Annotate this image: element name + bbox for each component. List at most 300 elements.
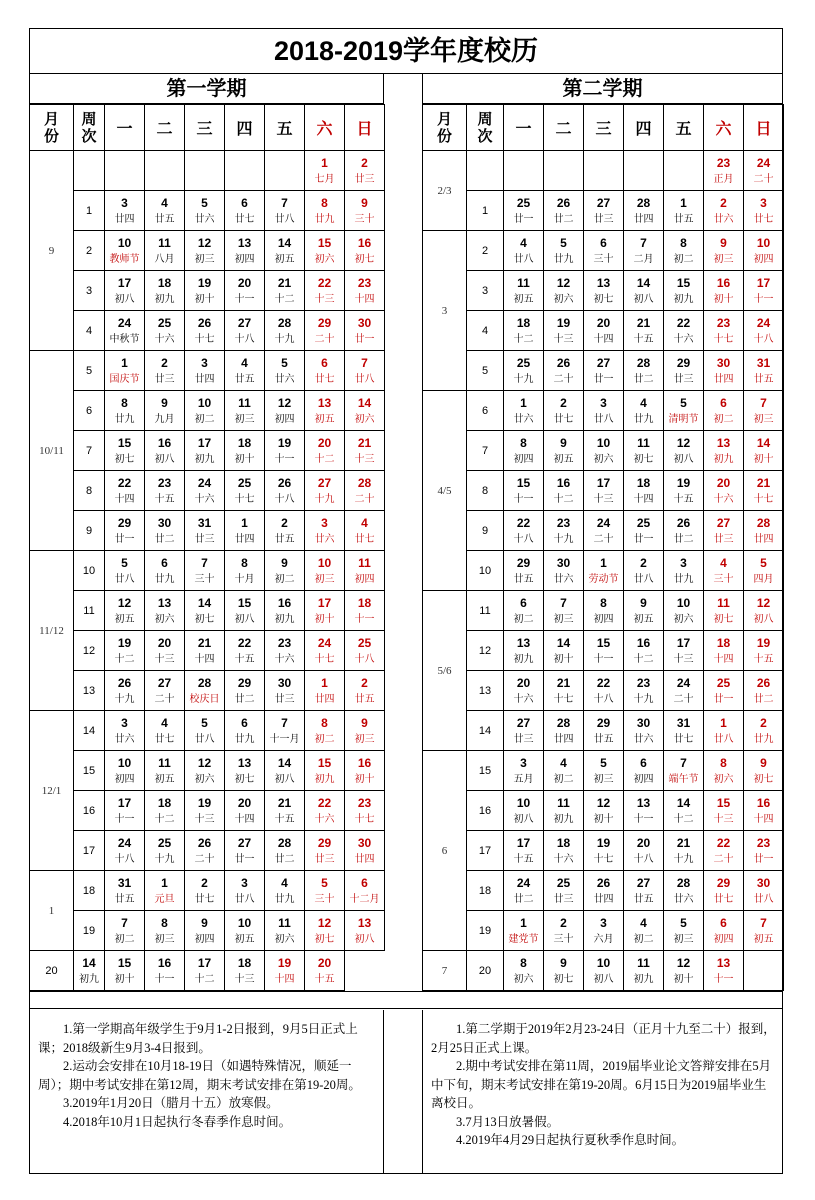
day-cell xyxy=(704,911,744,951)
day-cell xyxy=(265,151,305,191)
solar-date: 1 xyxy=(321,155,328,170)
lunar-date: 初三 xyxy=(194,253,215,265)
solar-date: 25 xyxy=(716,675,731,690)
solar-date: 13 xyxy=(596,275,611,290)
lunar-date: 廿二 xyxy=(753,693,774,705)
lunar-date: 十一 xyxy=(513,493,534,505)
solar-date: 22 xyxy=(716,835,731,850)
lunar-date: 廿六 xyxy=(194,213,215,225)
lunar-date: 廿三 xyxy=(593,213,614,225)
calendar-table xyxy=(422,104,784,991)
week-row xyxy=(30,591,385,631)
day-cell xyxy=(624,871,664,911)
solar-date: 10 xyxy=(596,955,611,970)
solar-date: 6 xyxy=(640,755,647,770)
solar-date: 24 xyxy=(516,875,531,890)
lunar-date: 初六 xyxy=(553,293,574,305)
semester-title: 第二学期 xyxy=(422,74,783,104)
day-cell xyxy=(225,471,265,511)
solar-date: 27 xyxy=(596,195,611,210)
week-number: 1 xyxy=(467,191,504,231)
solar-date: 1 xyxy=(720,715,727,730)
solar-date: 17 xyxy=(117,795,132,810)
solar-date: 8 xyxy=(600,595,607,610)
day-cell xyxy=(185,311,225,351)
lunar-date: 二十 xyxy=(593,533,614,545)
day-cell xyxy=(544,231,584,271)
solar-date: 28 xyxy=(277,835,292,850)
header-cell: 五 xyxy=(664,105,704,151)
solar-date: 31 xyxy=(197,515,212,530)
header-char: 次 xyxy=(81,127,97,145)
lunar-date: 初七 xyxy=(753,773,774,785)
solar-date: 5 xyxy=(201,715,208,730)
week-number: 11 xyxy=(467,591,504,631)
lunar-date: 十六 xyxy=(713,493,734,505)
solar-date: 14 xyxy=(197,595,212,610)
day-cell xyxy=(544,631,584,671)
lunar-date: 初八 xyxy=(114,293,135,305)
week-row xyxy=(423,871,784,911)
day-cell xyxy=(225,231,265,271)
solar-date: 13 xyxy=(716,435,731,450)
week-row xyxy=(423,311,784,351)
solar-date: 29 xyxy=(716,875,731,890)
day-cell xyxy=(185,551,225,591)
day-cell xyxy=(145,431,185,471)
lunar-date: 十七 xyxy=(194,333,215,345)
day-cell xyxy=(744,391,784,431)
day-cell xyxy=(225,911,265,951)
lunar-date: 廿五 xyxy=(114,893,135,905)
solar-date: 18 xyxy=(357,595,372,610)
week-row xyxy=(30,191,385,231)
lunar-date: 十七 xyxy=(354,813,375,825)
lunar-date: 初九 xyxy=(673,293,694,305)
solar-date: 9 xyxy=(720,235,727,250)
day-cell xyxy=(185,591,225,631)
lunar-date: 初七 xyxy=(114,453,135,465)
day-cell xyxy=(225,751,265,791)
day-cell xyxy=(305,191,345,231)
day-cell xyxy=(744,191,784,231)
lunar-date: 廿三 xyxy=(553,893,574,905)
solar-date: 3 xyxy=(760,195,767,210)
solar-date: 28 xyxy=(357,475,372,490)
solar-date: 18 xyxy=(556,835,571,850)
solar-date: 2 xyxy=(760,715,767,730)
lunar-date: 十一月 xyxy=(269,733,300,745)
day-cell xyxy=(185,671,225,711)
lunar-date: 初四 xyxy=(114,773,135,785)
day-cell xyxy=(544,591,584,631)
day-cell xyxy=(265,351,305,391)
lunar-date: 十九 xyxy=(673,853,694,865)
lunar-date: 初四 xyxy=(593,613,614,625)
solar-date: 20 xyxy=(237,795,252,810)
solar-date: 27 xyxy=(317,475,332,490)
day-cell xyxy=(185,231,225,271)
lunar-date: 初七 xyxy=(314,933,335,945)
lunar-date: 十九 xyxy=(114,693,135,705)
solar-date: 17 xyxy=(317,595,332,610)
solar-date: 5 xyxy=(281,355,288,370)
lunar-date: 十一 xyxy=(633,813,654,825)
day-cell xyxy=(265,911,305,951)
day-cell xyxy=(265,431,305,471)
lunar-date: 十三 xyxy=(314,293,335,305)
lunar-date: 初五 xyxy=(753,933,774,945)
week-row xyxy=(30,631,385,671)
solar-date: 8 xyxy=(321,195,328,210)
week-row xyxy=(30,831,385,871)
lunar-date: 廿五 xyxy=(154,213,175,225)
solar-date: 2 xyxy=(201,875,208,890)
week-number: 9 xyxy=(467,511,504,551)
day-cell xyxy=(584,911,624,951)
solar-date: 4 xyxy=(720,555,727,570)
header-cell xyxy=(30,105,74,151)
day-cell xyxy=(664,671,704,711)
solar-date: 24 xyxy=(756,315,771,330)
lunar-date: 廿八 xyxy=(354,373,375,385)
solar-date: 11 xyxy=(358,555,371,570)
week-number: 16 xyxy=(467,791,504,831)
day-cell xyxy=(664,791,704,831)
solar-date: 14 xyxy=(676,795,691,810)
solar-date: 19 xyxy=(756,635,771,650)
solar-date: 2 xyxy=(361,675,368,690)
solar-date: 21 xyxy=(197,635,212,650)
day-cell xyxy=(105,591,145,631)
day-cell xyxy=(544,511,584,551)
solar-date: 2 xyxy=(560,915,567,930)
lunar-date: 初十 xyxy=(553,653,574,665)
day-cell xyxy=(624,831,664,871)
week-row xyxy=(423,231,784,271)
lunar-date: 廿七 xyxy=(354,533,375,545)
lunar-date: 廿六 xyxy=(114,733,135,745)
day-cell xyxy=(544,271,584,311)
lunar-date: 廿九 xyxy=(753,733,774,745)
lunar-date: 廿八 xyxy=(513,253,534,265)
solar-date: 4 xyxy=(520,235,527,250)
lunar-date: 初五 xyxy=(314,413,335,425)
day-cell xyxy=(504,711,544,751)
lunar-date: 初二 xyxy=(553,773,574,785)
day-cell xyxy=(744,831,784,871)
week-row xyxy=(30,911,385,951)
day-cell xyxy=(544,551,584,591)
semester-2-notes xyxy=(422,1010,783,1174)
solar-date: 21 xyxy=(676,835,691,850)
day-cell xyxy=(345,591,385,631)
day-cell xyxy=(744,671,784,711)
day-cell xyxy=(145,231,185,271)
solar-date: 17 xyxy=(117,275,132,290)
lunar-date: 十六 xyxy=(194,493,215,505)
lunar-date: 廿九 xyxy=(274,893,295,905)
day-cell xyxy=(744,711,784,751)
solar-date: 1 xyxy=(600,555,607,570)
lunar-date: 廿八 xyxy=(713,733,734,745)
lunar-date: 八月 xyxy=(154,253,175,265)
day-cell xyxy=(345,871,385,911)
day-cell xyxy=(305,511,345,551)
day-cell xyxy=(544,871,584,911)
day-cell xyxy=(624,711,664,751)
day-cell xyxy=(744,631,784,671)
header-char: 周 xyxy=(477,110,493,128)
day-cell xyxy=(584,631,624,671)
day-cell xyxy=(704,871,744,911)
solar-date: 14 xyxy=(277,235,292,250)
week-number xyxy=(467,151,504,191)
week-row xyxy=(423,831,784,871)
day-cell xyxy=(544,471,584,511)
solar-date: 12 xyxy=(117,595,132,610)
solar-date: 23 xyxy=(756,835,771,850)
week-row xyxy=(423,911,784,951)
solar-date: 27 xyxy=(237,315,252,330)
lunar-date: 初八 xyxy=(354,933,375,945)
solar-date: 18 xyxy=(716,635,731,650)
day-cell xyxy=(664,391,704,431)
day-cell xyxy=(185,471,225,511)
solar-date: 15 xyxy=(516,475,531,490)
day-cell xyxy=(504,231,544,271)
lunar-date: 廿九 xyxy=(633,413,654,425)
header-cell: 二 xyxy=(145,105,185,151)
day-cell xyxy=(664,271,704,311)
week-row xyxy=(423,551,784,591)
lunar-date: 十三 xyxy=(194,813,215,825)
lunar-date: 十八 xyxy=(234,333,255,345)
solar-date: 14 xyxy=(82,955,96,970)
lunar-date: 初六 xyxy=(713,773,734,785)
lunar-date: 初八 xyxy=(633,293,654,305)
lunar-date: 初九 xyxy=(633,973,654,985)
lunar-date: 初三 xyxy=(593,773,614,785)
day-cell xyxy=(305,431,345,471)
day-cell xyxy=(624,471,664,511)
day-cell xyxy=(584,351,624,391)
day-cell xyxy=(305,671,345,711)
lunar-date: 廿九 xyxy=(234,733,255,745)
solar-date: 23 xyxy=(157,475,172,490)
day-cell xyxy=(265,551,305,591)
solar-date: 3 xyxy=(241,875,248,890)
day-cell xyxy=(504,351,544,391)
day-cell xyxy=(225,551,265,591)
solar-date: 18 xyxy=(516,315,531,330)
day-cell xyxy=(105,751,145,791)
day-cell xyxy=(105,151,145,191)
solar-date: 6 xyxy=(361,875,368,890)
lunar-date: 十二 xyxy=(553,493,574,505)
lunar-date: 初三 xyxy=(154,933,175,945)
day-cell xyxy=(624,391,664,431)
day-cell xyxy=(744,271,784,311)
lunar-date: 十六 xyxy=(314,813,335,825)
solar-date: 4 xyxy=(560,755,567,770)
lunar-date: 十五 xyxy=(513,853,534,865)
solar-date: 17 xyxy=(197,955,212,970)
lunar-date: 廿三 xyxy=(713,533,734,545)
lunar-date: 廿三 xyxy=(314,853,335,865)
lunar-date: 廿八 xyxy=(234,893,255,905)
header-char: 月 xyxy=(436,110,452,128)
day-cell xyxy=(704,791,744,831)
solar-date: 29 xyxy=(676,355,691,370)
day-cell xyxy=(225,631,265,671)
day-cell xyxy=(305,951,345,991)
solar-date: 15 xyxy=(317,235,332,250)
week-number: 10 xyxy=(467,551,504,591)
day-cell xyxy=(544,751,584,791)
lunar-date: 初十 xyxy=(314,613,335,625)
day-cell xyxy=(105,551,145,591)
day-cell xyxy=(704,231,744,271)
week-number: 18 xyxy=(74,871,105,911)
solar-date: 9 xyxy=(161,395,168,410)
week-number: 13 xyxy=(74,671,105,711)
solar-date: 27 xyxy=(636,875,651,890)
week-row xyxy=(423,351,784,391)
lunar-date: 十一 xyxy=(114,813,135,825)
lunar-date: 廿四 xyxy=(553,733,574,745)
lunar-date: 初五 xyxy=(154,773,175,785)
solar-date: 11 xyxy=(557,795,570,810)
day-cell xyxy=(584,871,624,911)
lunar-date: 十四 xyxy=(633,493,654,505)
solar-date: 15 xyxy=(716,795,731,810)
day-cell xyxy=(225,791,265,831)
lunar-date: 初九 xyxy=(713,453,734,465)
day-cell xyxy=(345,471,385,511)
day-cell xyxy=(544,351,584,391)
solar-date: 22 xyxy=(676,315,691,330)
week-row xyxy=(30,311,385,351)
day-cell xyxy=(744,511,784,551)
lunar-date: 初六 xyxy=(513,973,534,985)
lunar-date: 初四 xyxy=(713,933,734,945)
lunar-date: 初十 xyxy=(354,773,375,785)
day-cell xyxy=(225,311,265,351)
solar-date: 13 xyxy=(237,235,252,250)
lunar-date: 廿二 xyxy=(633,373,654,385)
day-cell xyxy=(504,551,544,591)
day-cell xyxy=(664,831,704,871)
solar-date: 19 xyxy=(197,275,212,290)
week-number: 14 xyxy=(467,711,504,751)
day-cell xyxy=(584,271,624,311)
solar-date: 6 xyxy=(600,235,607,250)
solar-date: 10 xyxy=(317,555,332,570)
lunar-date: 十五 xyxy=(234,653,255,665)
day-cell xyxy=(345,831,385,871)
month-label: 12/1 xyxy=(30,711,74,871)
day-cell xyxy=(145,271,185,311)
solar-date: 5 xyxy=(760,555,767,570)
solar-date: 14 xyxy=(756,435,771,450)
solar-date: 12 xyxy=(317,915,332,930)
solar-date: 11 xyxy=(517,275,530,290)
week-row xyxy=(30,711,385,751)
lunar-date: 二十 xyxy=(194,853,215,865)
solar-date: 3 xyxy=(680,555,687,570)
lunar-date: 十六 xyxy=(553,853,574,865)
solar-date: 24 xyxy=(756,155,771,170)
day-cell xyxy=(704,831,744,871)
lunar-date: 三十 xyxy=(354,213,375,225)
lunar-date: 十七 xyxy=(713,333,734,345)
day-cell xyxy=(544,911,584,951)
day-cell xyxy=(185,391,225,431)
lunar-date: 十八 xyxy=(114,853,135,865)
day-cell xyxy=(265,751,305,791)
solar-date: 30 xyxy=(756,875,771,890)
lunar-date: 廿八 xyxy=(114,573,135,585)
semester-1-section xyxy=(29,74,384,991)
solar-date: 10 xyxy=(117,235,132,250)
lunar-date: 初七 xyxy=(354,253,375,265)
header-cell: 日 xyxy=(744,105,784,151)
solar-date: 3 xyxy=(201,355,208,370)
day-cell xyxy=(664,431,704,471)
day-cell xyxy=(504,191,544,231)
day-cell xyxy=(225,951,265,991)
lunar-date: 初十 xyxy=(593,813,614,825)
header-cell: 三 xyxy=(185,105,225,151)
lunar-date: 初六 xyxy=(314,253,335,265)
lunar-date: 廿三 xyxy=(354,173,375,185)
lunar-date: 初五 xyxy=(274,253,295,265)
header-cell: 四 xyxy=(624,105,664,151)
lunar-date: 初三 xyxy=(713,253,734,265)
solar-date: 29 xyxy=(237,675,252,690)
week-row xyxy=(30,471,385,511)
lunar-date: 初五 xyxy=(553,453,574,465)
solar-date: 30 xyxy=(277,675,292,690)
lunar-date: 廿六 xyxy=(274,373,295,385)
lunar-date: 初十 xyxy=(194,293,215,305)
lunar-date: 廿九 xyxy=(314,213,335,225)
day-cell xyxy=(145,351,185,391)
lunar-date: 初四 xyxy=(753,253,774,265)
day-cell xyxy=(185,911,225,951)
lunar-date: 初二 xyxy=(194,413,215,425)
solar-date: 17 xyxy=(596,475,611,490)
day-cell xyxy=(225,151,265,191)
lunar-date: 初二 xyxy=(513,613,534,625)
solar-date: 4 xyxy=(161,715,168,730)
day-cell xyxy=(145,831,185,871)
lunar-date: 十一 xyxy=(274,453,295,465)
lunar-date: 初三 xyxy=(234,413,255,425)
solar-date: 26 xyxy=(596,875,611,890)
header-cell xyxy=(74,105,105,151)
solar-date: 24 xyxy=(596,515,611,530)
day-cell xyxy=(145,631,185,671)
solar-date: 12 xyxy=(277,395,292,410)
day-cell xyxy=(504,791,544,831)
lunar-date: 廿三 xyxy=(274,693,295,705)
lunar-date: 初六 xyxy=(673,613,694,625)
day-cell xyxy=(185,711,225,751)
solar-date: 19 xyxy=(596,835,611,850)
day-cell xyxy=(504,471,544,511)
